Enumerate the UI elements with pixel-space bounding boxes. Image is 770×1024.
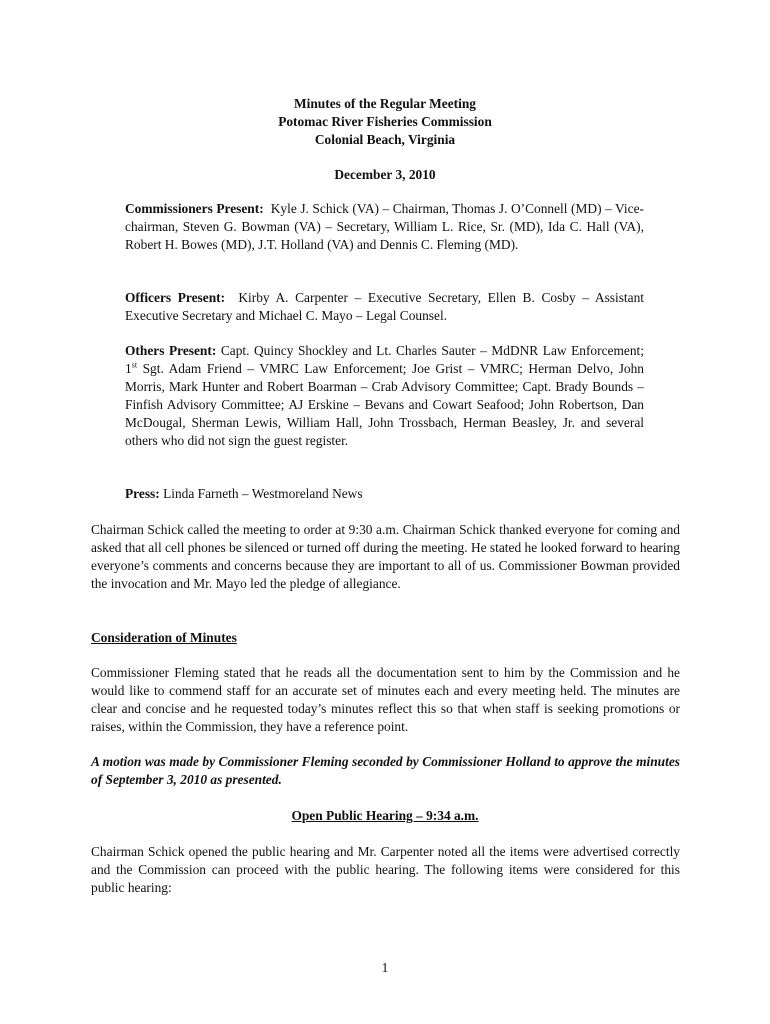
title-line-1: Minutes of the Regular Meeting xyxy=(294,96,476,111)
commissioners-present-label: Commissioners Present: xyxy=(125,201,264,216)
open-public-hearing-heading-text: Open Public Hearing – 9:34 a.m. xyxy=(291,808,479,823)
others-present-label: Others Present: xyxy=(125,343,217,358)
press-label: Press: xyxy=(125,486,160,501)
ordinal-superscript: st xyxy=(131,360,138,370)
consideration-of-minutes-heading: Consideration of Minutes xyxy=(91,630,237,645)
others-present-text-part-2: Sgt. Adam Friend – VMRC Law Enforcement; Joe Grist – VMRC; Herman Delvo, John Morris, Mark Hunter and Robert Boarman – Crab Advisory Committee; Capt. Brady Bounds – Finfish Advisory Committee; AJ Erskine – Bevans and Cowart Seafood; John Robertson, Dan McDougal, Sherman Lewis, William Hall, John Trossbach, Herman Beasley, Jr. and several others who did not sign the guest register. xyxy=(125,361,644,448)
press-paragraph xyxy=(125,485,644,503)
open-public-hearing-heading xyxy=(0,807,770,825)
minutes-motion: A motion was made by Commissioner Fleming seconded by Commissioner Holland to approve the minutes of September 3, 2010 as presented. xyxy=(91,754,680,787)
officers-present-text: Kirby A. Carpenter – Executive Secretary, Ellen B. Cosby – Assistant Executive Secretary and Michael C. Mayo – Legal Counsel. xyxy=(125,290,644,323)
opening-paragraph: Chairman Schick called the meeting to order at 9:30 a.m. Chairman Schick thanked everyone for coming and asked that all cell phones be silenced or turned off during the meeting. He stated he looked forward to hearing everyone’s comments and concerns because they are important to all of us. Commissioner Bowman provided the invocation and Mr. Mayo led the pledge of allegiance. xyxy=(91,522,680,591)
officers-present-label: Officers Present: xyxy=(125,290,226,305)
commissioners-present-paragraph xyxy=(125,200,644,254)
title-line-2: Potomac River Fisheries Commission xyxy=(278,114,492,129)
consideration-of-minutes-paragraph: Commissioner Fleming stated that he reads all the documentation sent to him by the Commission and he would like to commend staff for an accurate set of minutes each and every meeting held. The minutes are clear and concise and he requested today’s minutes reflect this so that when staff is seeking promotions or raises, within the Commission, they have a reference point. xyxy=(91,665,680,734)
officers-present-paragraph xyxy=(125,289,644,325)
title-line-3: Colonial Beach, Virginia xyxy=(314,132,456,147)
commissioners-present-text: Kyle J. Schick (VA) – Chairman, Thomas J. O’Connell (MD) – Vice-chairman, Steven G. Bowman (VA) – Secretary, William L. Rice, Sr. (MD), Ida C. Hall (VA), Robert H. Bowes (MD), J.T. Holland (VA) and Dennis C. Fleming (MD). xyxy=(125,201,644,252)
others-present-paragraph xyxy=(125,342,644,450)
open-public-hearing-paragraph: Chairman Schick opened the public hearing and Mr. Carpenter noted all the items were advertised correctly and the Commission can proceed with the public hearing. The following items were considered for this public hearing: xyxy=(91,844,680,895)
press-text: Linda Farneth – Westmoreland News xyxy=(163,486,363,501)
document-title xyxy=(0,95,770,149)
page-number: 1 xyxy=(381,960,389,975)
meeting-date: December 3, 2010 xyxy=(334,167,436,182)
others-present-text-part-1: Capt. Quincy Shockley and Lt. Charles Sauter – MdDNR Law Enforcement; 1 xyxy=(125,343,644,376)
